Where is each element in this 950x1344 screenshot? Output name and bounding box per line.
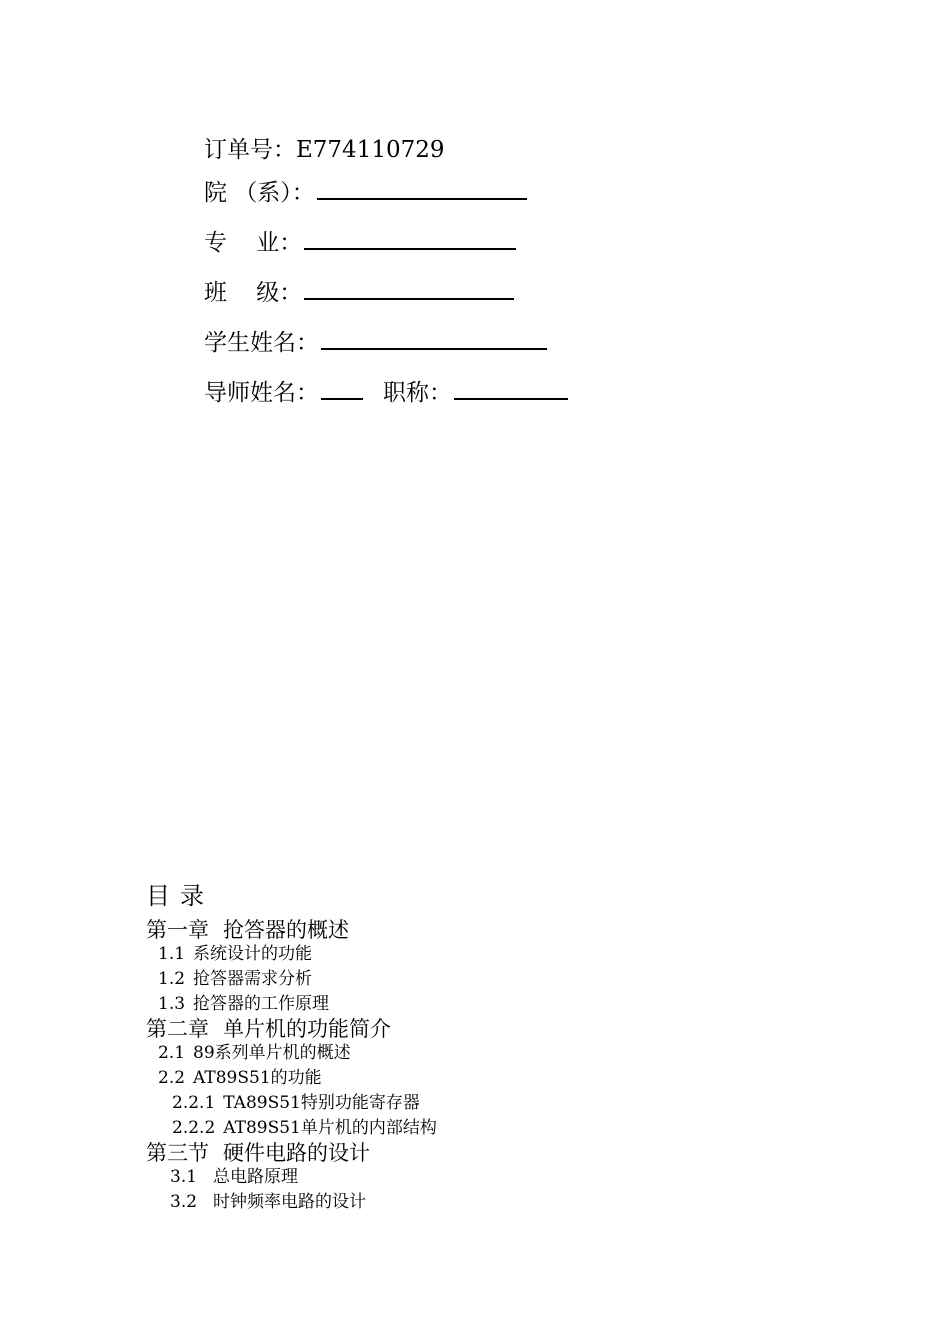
toc-number: 第二章	[146, 1017, 209, 1041]
toc-section	[146, 942, 766, 967]
toc-text: 抢答器的工作原理	[193, 994, 330, 1014]
advisor-row	[204, 372, 724, 408]
student-row	[204, 322, 724, 358]
advisor-blank	[321, 372, 363, 400]
class-label: 班 级：	[204, 280, 303, 306]
toc-text: TA89S51特别功能寄存器	[223, 1093, 420, 1113]
class-row	[204, 272, 724, 308]
department-label: 院 （系）：	[204, 180, 315, 206]
student-blank	[321, 322, 547, 350]
toc-text: 抢答器需求分析	[193, 969, 313, 989]
toc-number: 2.1	[158, 1043, 186, 1063]
title-label: 职称：	[383, 380, 452, 406]
toc-subsection	[146, 1091, 766, 1116]
toc-number: 1.1	[158, 944, 186, 964]
toc-section	[146, 992, 766, 1017]
order-number: 订单号：E774110729	[204, 137, 445, 163]
cover-form	[204, 132, 724, 408]
toc-section	[146, 1066, 766, 1091]
toc-section	[146, 967, 766, 992]
student-label: 学生姓名：	[204, 330, 319, 356]
toc-number: 3.1	[170, 1167, 198, 1187]
toc-section	[146, 1190, 766, 1215]
toc-chapter	[146, 918, 766, 942]
toc-number: 2.2.1	[172, 1093, 216, 1113]
toc-number: 第三节	[146, 1141, 209, 1165]
major-label: 专 业：	[204, 230, 303, 256]
major-blank	[304, 222, 516, 250]
toc-text: 单片机的功能简介	[223, 1017, 391, 1041]
toc-section	[146, 1041, 766, 1066]
toc-text: 时钟频率电路的设计	[213, 1192, 367, 1212]
toc-text: AT89S51单片机的内部结构	[223, 1118, 437, 1138]
class-blank	[304, 272, 514, 300]
title-blank	[454, 372, 568, 400]
toc-number: 1.3	[158, 994, 186, 1014]
toc-text: 89系列单片机的概述	[193, 1043, 351, 1063]
toc-number: 1.2	[158, 969, 186, 989]
toc-text: AT89S51的功能	[193, 1068, 322, 1088]
department-row	[204, 172, 724, 208]
toc-text: 硬件电路的设计	[223, 1141, 370, 1165]
toc-chapter	[146, 1141, 766, 1165]
toc-section	[146, 1165, 766, 1190]
toc-title: 目录	[146, 882, 214, 910]
department-blank	[317, 172, 527, 200]
toc-chapter	[146, 1017, 766, 1041]
major-row	[204, 222, 724, 258]
toc-text: 抢答器的概述	[223, 918, 349, 942]
toc-text: 系统设计的功能	[193, 944, 313, 964]
toc-text: 总电路原理	[213, 1167, 299, 1187]
toc-subsection	[146, 1116, 766, 1141]
toc-number: 2.2.2	[172, 1118, 216, 1138]
table-of-contents	[146, 878, 766, 1215]
advisor-label: 导师姓名：	[204, 380, 319, 406]
toc-number: 2.2	[158, 1068, 186, 1088]
toc-number: 第一章	[146, 918, 209, 942]
toc-number: 3.2	[170, 1192, 198, 1212]
